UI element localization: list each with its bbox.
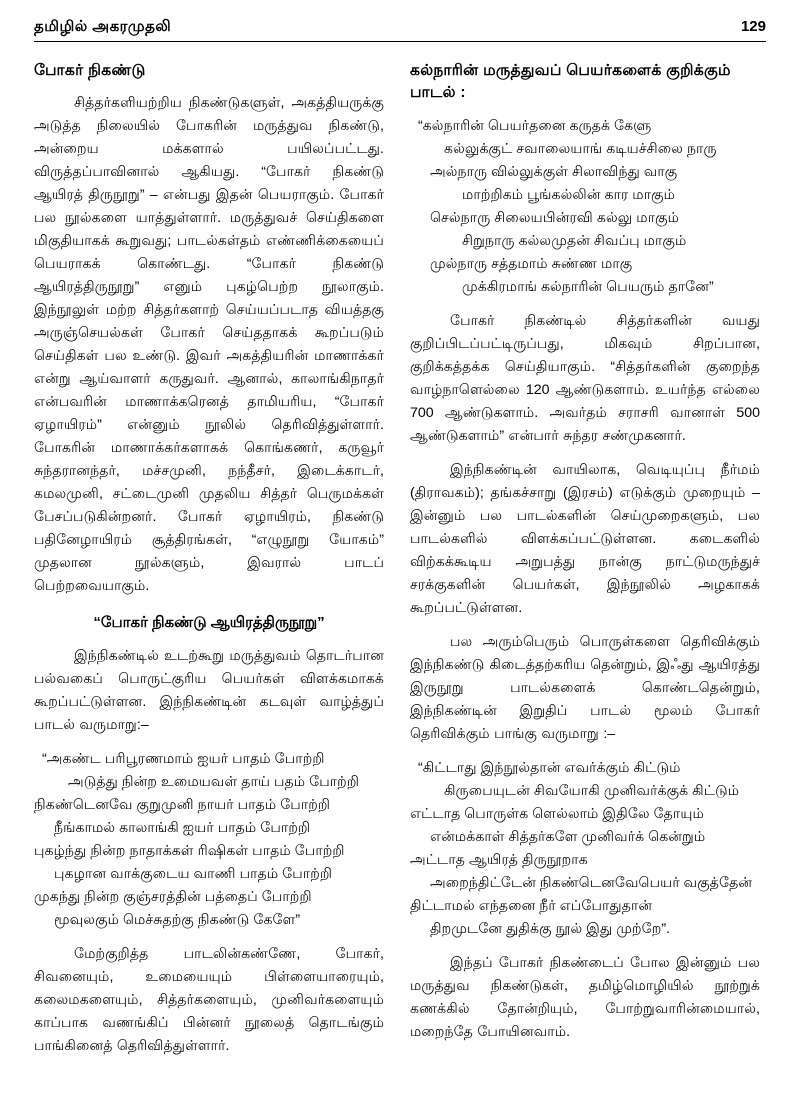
verse-line: முக்கிரமாங் கல்நாரின் பெயரும் தானே” [462,278,714,295]
verse-line: என்மக்காள் சித்தர்களே முனிவர்க் கென்றும் [430,828,706,845]
left-verse-block [34,748,384,932]
right-verse-block-1 [410,115,760,299]
verse-line: புகழ்ந்து நின்ற நாதாக்கள் ரிஷிகள் பாதம் போற்றி [34,842,345,859]
right-verse-block-2 [410,757,760,941]
left-quote-heading: “போகர் நிகண்டு ஆயிரத்திருநூறு” [93,614,325,632]
page-number: 129 [740,18,766,35]
verse-line: “கிட்டாது இந்நூல்தான் எவர்க்கும் கிட்டும் [418,759,681,776]
verse-line: நீங்காமல் காலாங்கி ஐயர் பாதம் போற்றி [54,819,311,836]
verse-line: முல்நாரு சத்தமாம் சுண்ண மாகு [430,255,633,272]
verse-line: மாற்றிகம் பூங்கல்லின் கார மாகும் [462,186,676,203]
book-title: தமிழில் அகரமுதலி [34,18,172,35]
verse-line: சிறுநாரு கல்லமுதன் சிவப்பு மாகும் [462,232,687,249]
verse-line: கிருபையுடன் சிவயோகி முனிவர்க்குக் கிட்டும் [444,782,740,799]
two-column-body [34,60,766,1069]
verse-line: “கல்நாரின் பெயர்தனை கருதக் கேளு [418,117,652,134]
right-paragraph-2: இந்நிகண்டின் வாயிலாக, வெடியுப்பு நீர்மம் (திராவகம்); தங்கச்சாறு (இரசம்) எடுக்கும் முறையும் – இன்னும் பல பாடல்களின் செய்முறைகளும், பல பாடல்களில் விளக்கப்பட்டுள்ளன. கடைகளில் விற்கக்கூடிய அறுபத்து நான்கு நாட்டுமருந்துச் சரக்குகளின் பெயர்கள், இந்நூலில் அழகாகக் கூறப்பட்டுள்ளன. [410,461,760,616]
verse-line: புகழான வாக்குடைய வாணி பாதம் போற்றி [54,865,333,882]
left-section-title: போகர் நிகண்டு [34,62,146,79]
right-section-title: கல்நாரின் மருத்துவப் பெயர்களைக் குறிக்கும் பாடல் : [410,62,731,102]
right-paragraph-4: இந்தப் போகர் நிகண்டைப் போல இன்னும் பல மருத்துவ நிகண்டுகள், தமிழ்மொழியில் நூற்றுக் கணக்கில் தோன்றியும், போற்றுவாரின்மையால், மறைந்தே போயினவாம். [410,954,760,1040]
verse-line: திட்டாமல் எந்தனை நீர் எப்போதுதான் [410,897,653,914]
verse-line: திறமுடனே துதிக்கு நூல் இது முற்றே”. [430,920,671,937]
left-column [34,60,384,1069]
right-column [410,60,760,1055]
verse-line: அறைந்திட்டேன் நிகண்டெனவேபெயர் வகுத்தேன் [430,874,753,891]
verse-line: கல்லுக்குட் சவாலையாங் கடியச்சிலை நாரு [444,140,717,157]
left-paragraph-2: இந்நிகண்டில் உடற்கூறு மருத்துவம் தொடர்பான பல்வகைப் பொருட்குரிய பெயர்கள் விளக்கமாகக் கூறப்பட்டுள்ளன. இந்நிகண்டின் கடவுள் வாழ்த்துப் பாடல் வருமாறு:– [34,647,384,733]
verse-line: “அகண்ட பரிபூரணமாம் ஐயர் பாதம் போற்றி [42,750,325,767]
verse-line: செல்நாரு சிலையபின்ரவி கல்லு மாகும் [430,209,680,226]
header-divider [34,41,766,42]
verse-line: நிகண்டெனவே குறுமுனி நாயர் பாதம் போற்றி [34,796,331,813]
verse-line: முகந்து நின்ற குஞ்சரத்தின் பத்தைப் போற்றி [34,888,312,905]
verse-line: அட்டாத ஆயிரத் திருநூறாக [410,851,588,868]
verse-line: அல்நாரு வில்லுக்குள் சிலாவிந்து வாகு [430,163,678,180]
right-paragraph-1: போகர் நிகண்டில் சித்தர்களின் வயது குறிப்பிடப்பட்டிருப்பது, மிகவும் சிறப்பான, குறிக்கத்தக்க செய்தியாகும். “சித்தர்களின் குறைந்த வாழ்நாளெல்லை 120 ஆண்டுகளாம். உயர்ந்த எல்லை 700 ஆண்டுகளாம். அவர்தம் சராசரி வானாள் 500 ஆண்டுகளாம்” என்பார் சுந்தர சண்முகனார். [410,312,760,444]
page-header [34,18,766,41]
left-paragraph-3: மேற்குறித்த பாடலின்கண்ணே, போகர், சிவனையும், உமையையும் பிள்ளையாரையும், கலைமகளையும், சித்தர்களையும், முனிவர்களையும் காப்பாக வணங்கிப் பின்னர் நூலைத் தொடங்கும் பாங்கினைத் தெரிவித்துள்ளார். [34,945,384,1054]
verse-line: மூவுலகும் மெச்சுதற்கு நிகண்டு கேளே” [54,911,301,928]
verse-line: அடுத்து நின்ற உமையவள் தாய் பதம் போற்றி [68,773,360,790]
right-paragraph-3: பல அரும்பெரும் பொருள்களை தெரிவிக்கும் இந்நிகண்டு கிடைத்தற்கரிய தென்றும், இஃது ஆயிரத்து இருநூறு பாடல்களைக் கொண்டதென்றும், இந்நிகண்டின் இறுதிப் பாடல் மூலம் போகர் தெரிவிக்கும் பாங்கு வருமாறு :– [410,633,760,742]
verse-line: எட்டாத பொருள்க ளெல்லாம் இதிலே தோயும் [410,805,704,822]
left-paragraph-1: சித்தர்களியற்றிய நிகண்டுகளுள், அகத்தியருக்கு அடுத்த நிலையில் போகரின் மருத்துவ நிகண்டு, அன்றைய மக்களால் பயிலப்பட்டது. விருத்தப்பாவினால் ஆகியது. “போகர் நிகண்டு ஆயிரத் திருநூறு” – என்பது இதன் பெயராகும். போகர் பல நூல்களை யாத்துள்ளார். மருத்துவச் செய்திகளை மிகுதியாகக் கூறுவது; பாடல்கள்தம் எண்ணிக்கையைப் பெயராகக் கொண்டது. “போகர் நிகண்டு ஆயிரத்திருநூறு” எனும் புகழ்பெற்ற நூலாகும். இந்நூலுள் மற்ற சித்தர்களாற் செய்யப்படாத வியத்தகு அருஞ்செயல்கள் போகர் செய்ததாகக் கூறப்படும் செய்திகள் பல உண்டு. இவர் அகத்தியரின் மாணாக்கர் என்று ஆய்வாளர் கருதுவர். ஆனால், காலாங்கிநாதர் என்பவரின் மாணாக்கரெனத் தாமியரிய, “போகர் ஏழாயிரம்” என்னும் நூலில் தெரிவித்துள்ளார். போகரின் மாணாக்கர்களாகக் கொங்கணர், கருவூர் சுந்தரானந்தர், மச்சமுனி, நந்தீசர், இடைக்காடர், கமலமுனி, சட்டைமுனி முதலிய சித்தர் பெருமக்கள் பேசப்படுகின்றனர். போகர் ஏழாயிரம், நிகண்டு பதினேழாயிரம் சூத்திரங்கள், “எழுநூறு யோகம்” முதலான நூல்களும், இவரால் பாடப் பெற்றவையாகும். [34,95,384,595]
